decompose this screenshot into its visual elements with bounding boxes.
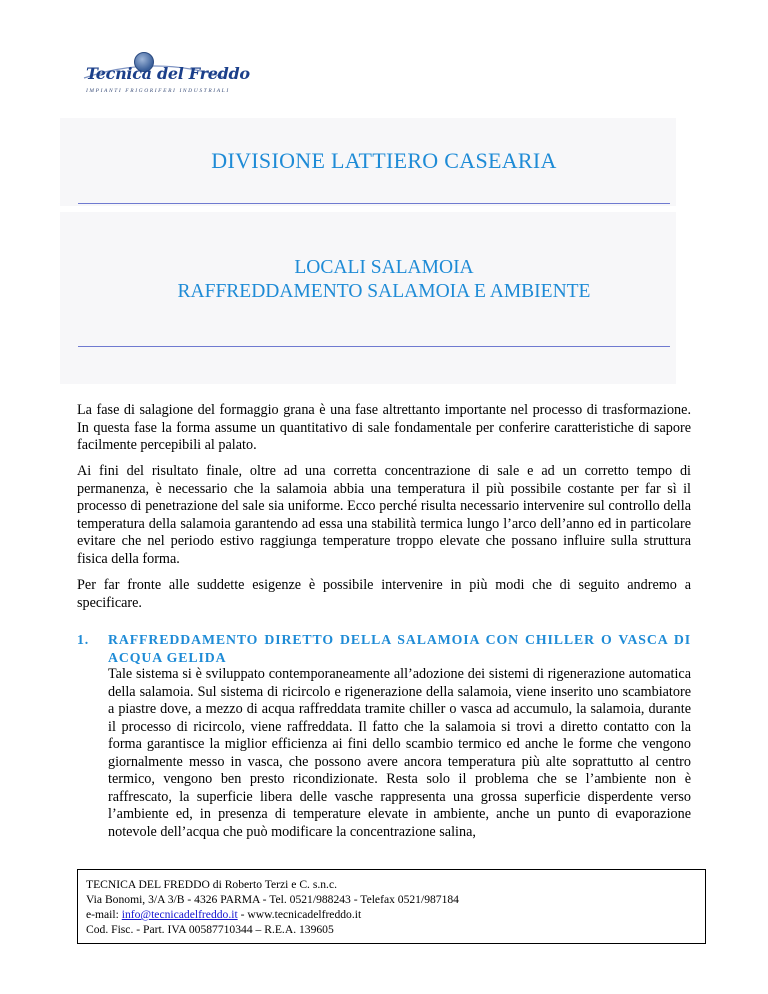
title-divider-top (78, 203, 670, 204)
list-item-number: 1. (77, 632, 90, 647)
list-item-text: Tale sistema si è sviluppato contemporaneamente all’adozione dei sistemi di rigenerazione automatica della salamoia. Sul sistema di ricircolo e rigenerazione della salamoia, viene inserito uno scambiatore a piastre dove, a mezzo di acqua raffreddata tramite chiller o vasca ad accumulo, la salamoia, durante il processo di ricircolo, viene raffreddata. Il fatto che la salamoia si trovi a diretto contatto con la forma garantisce la miglior efficienza ai fini dello scambio termico ed anche le forme che vengono giornalmente messo in vasca, che possono avere ancora temperatura più alte soprattutto al centro termico, vengono ben presto ricondizionate. Resta solo il problema che se l’ambiente non è raffrescato, la superficie libera delle vasche rappresenta una grossa superficie disperdente verso l’ambiente ed, in presenza di temperature elevate in ambiente, anche un punto di evaporazione notevole dell’acqua che può modificare la concentrazione salina, (108, 666, 691, 840)
footer-website: - www.tecnicadelfreddo.it (237, 908, 362, 921)
list-item-title: RAFFREDDAMENTO DIRETTO DELLA SALAMOIA CON CHILLER O VASCA DI ACQUA GELIDA (108, 632, 691, 665)
body-paragraph: Ai fini del risultato finale, oltre ad una corretta concentrazione di sale e ad un corretto tempo di permanenza, è necessario che la salamoia abbia una temperatura il più possibile costante per far sì il processo di penetrazione del sale sia uniforme. Ecco perché risulta necessario intervenire sul controllo della temperatura della salamoia garantendo ad essa una stabilità termica lungo l’arco dell’anno ed in particolare evitare che nel periodo estivo raggiunga temperature troppo elevate che possano influire sulla struttura fisica della forma. (77, 463, 691, 567)
body-paragraph: La fase di salagione del formaggio grana è una fase altrettanto importante nel processo di trasformazione. In questa fase la forma assume un quantitativo di sale fondamentale per conferire caratteristiche di sapore facilmente percepibili al palato. (77, 402, 691, 453)
footer-tax-info: Cod. Fisc. - Part. IVA 00587710344 – R.E.A. 139605 (86, 923, 334, 936)
division-title: DIVISIONE LATTIERO CASEARIA (211, 148, 557, 173)
title-divider-bottom (78, 346, 670, 347)
list-item-heading (77, 631, 691, 666)
section-title-line2: RAFFREDDAMENTO SALAMOIA E AMBIENTE (177, 281, 591, 302)
section-title-line1: LOCALI SALAMOIA (294, 257, 474, 278)
logo-brand-name: Tecnica del Freddo (86, 64, 250, 83)
numbered-list (77, 631, 691, 841)
footer-company-name: TECNICA DEL FREDDO di Roberto Terzi e C. s.n.c. (86, 878, 338, 891)
footer-contacts (86, 907, 697, 922)
body-paragraph: Per far fronte alle suddette esigenze è possibile intervenire in più modi che di seguito andremo a specificare. (77, 577, 691, 611)
company-logo (80, 52, 250, 98)
footer-address: Via Bonomi, 3/A 3/B - 4326 PARMA - Tel. 0521/988243 - Telefax 0521/987184 (86, 893, 459, 906)
company-footer (77, 869, 706, 944)
logo-tagline: IMPIANTI FRIGORIFERI INDUSTRIALI (86, 88, 230, 94)
email-link[interactable]: info@tecnicadelfreddo.it (121, 908, 238, 921)
footer-email-label: e-mail: (86, 908, 122, 921)
